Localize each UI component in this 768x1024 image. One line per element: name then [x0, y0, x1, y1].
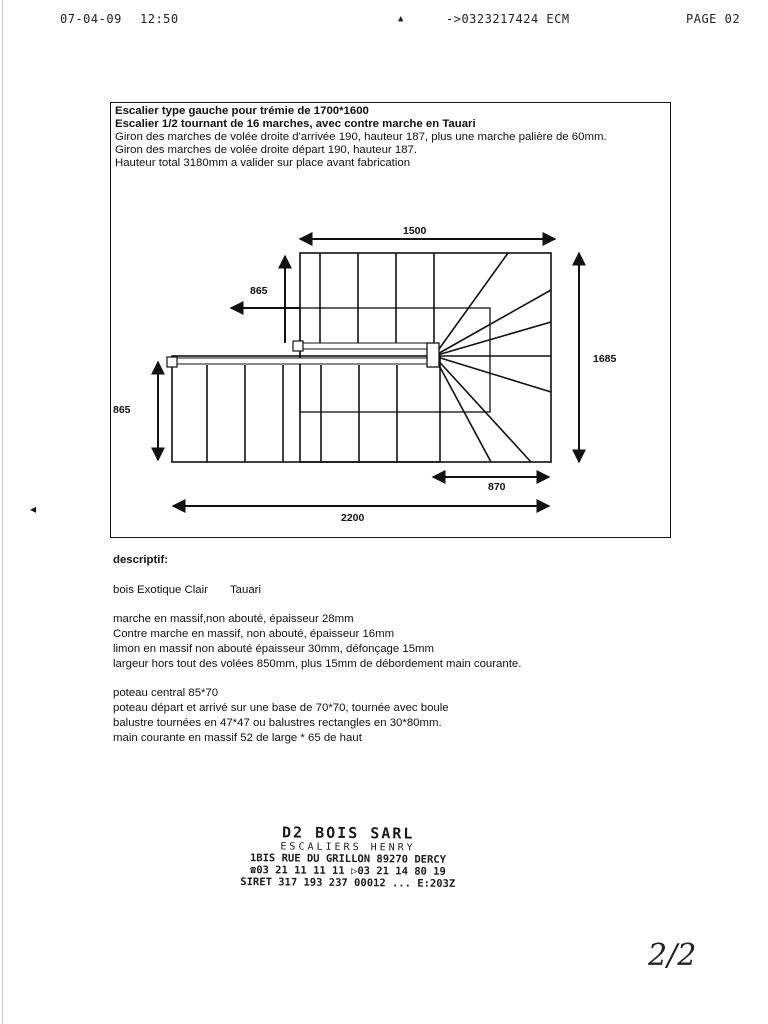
description-heading: descriptif:	[113, 554, 169, 566]
wood-name: Tauari	[229, 583, 261, 596]
stamp-siret: SIRET 317 193 237 00012 ... E:203Z	[240, 876, 456, 890]
lower-start-post	[167, 357, 177, 367]
stamp-address: 1BIS RUE DU GRILLON 89270 DERCY	[249, 852, 447, 866]
spec-line-height: Hauteur total 3180mm a valider sur place avant fabrication	[115, 157, 411, 169]
spec-detail-line: main courante en massif 52 de large * 65 de haut	[113, 731, 362, 744]
upper-start-post	[293, 341, 303, 351]
stamp-line-2: ESCALIERS HENRY	[280, 841, 416, 854]
fax-marker-icon: ▲	[398, 14, 404, 24]
dim-label-870: 870	[488, 481, 506, 493]
wood-label: bois Exotique Clair	[113, 583, 208, 596]
upper-handrail	[300, 343, 434, 349]
dim-label-2200: 2200	[341, 512, 365, 524]
scan-mark: ◂	[30, 502, 37, 516]
spec-detail-line: marche en massif,non abouté, épaisseur 28mm	[113, 613, 354, 626]
dim-label-865-lower: 865	[113, 404, 131, 416]
spec-title-1: Escalier type gauche pour trémie de 1700*1600	[115, 105, 369, 117]
description-block	[113, 553, 521, 745]
spec-detail-line: limon en massif non abouté épaisseur 30mm, défonçage 15mm	[113, 642, 435, 655]
spec-detail-line: poteau central 85*70	[113, 687, 219, 700]
spec-detail-line: Contre marche en massif, non abouté, épaisseur 16mm	[113, 627, 395, 640]
fax-recipient: ->0323217424 ECM	[446, 12, 570, 26]
fax-date: 07-04-09	[60, 12, 122, 26]
wood-line	[113, 583, 521, 598]
central-post	[427, 343, 439, 367]
lower-handrail	[172, 358, 434, 364]
dim-label-1500: 1500	[403, 225, 427, 237]
lower-flight-outline	[172, 356, 440, 462]
spec-line-departure: Giron des marches de volée droite départ 190, hauteur 187.	[115, 144, 418, 156]
dim-label-865-upper: 865	[250, 285, 268, 297]
company-stamp	[238, 823, 459, 890]
spec-detail-line: poteau départ et arrivé sur une base de 70*70, tournée avec boule	[113, 701, 449, 714]
spec-line-arrival: Giron des marches de volée droite d'arrivée 190, hauteur 187, plus une marche palière de 60mm.	[115, 131, 607, 143]
stamp-phone: ☎03 21 11 11 11 ▷03 21 14 80 19	[249, 864, 446, 878]
spec-detail-line: balustre tournées en 47*47 ou balustres rectangles en 30*80mm.	[113, 716, 442, 729]
handwritten-page-number: 2/2	[648, 938, 697, 973]
fax-page-number: PAGE 02	[686, 12, 741, 26]
stamp-company: D2 BOIS SARL	[281, 823, 415, 843]
spec-detail-line: largeur hors tout des volées 850mm, plus 15mm de débordement main courante.	[113, 657, 522, 670]
fax-time: 12:50	[140, 12, 179, 26]
spec-frame	[110, 102, 671, 538]
dim-label-1685: 1685	[593, 353, 617, 365]
staircase-drawing	[111, 103, 670, 537]
spec-title-2: Escalier 1/2 tournant de 16 marches, avec contre marche en Tauari	[115, 118, 476, 130]
scan-edge-line	[2, 0, 3, 1024]
